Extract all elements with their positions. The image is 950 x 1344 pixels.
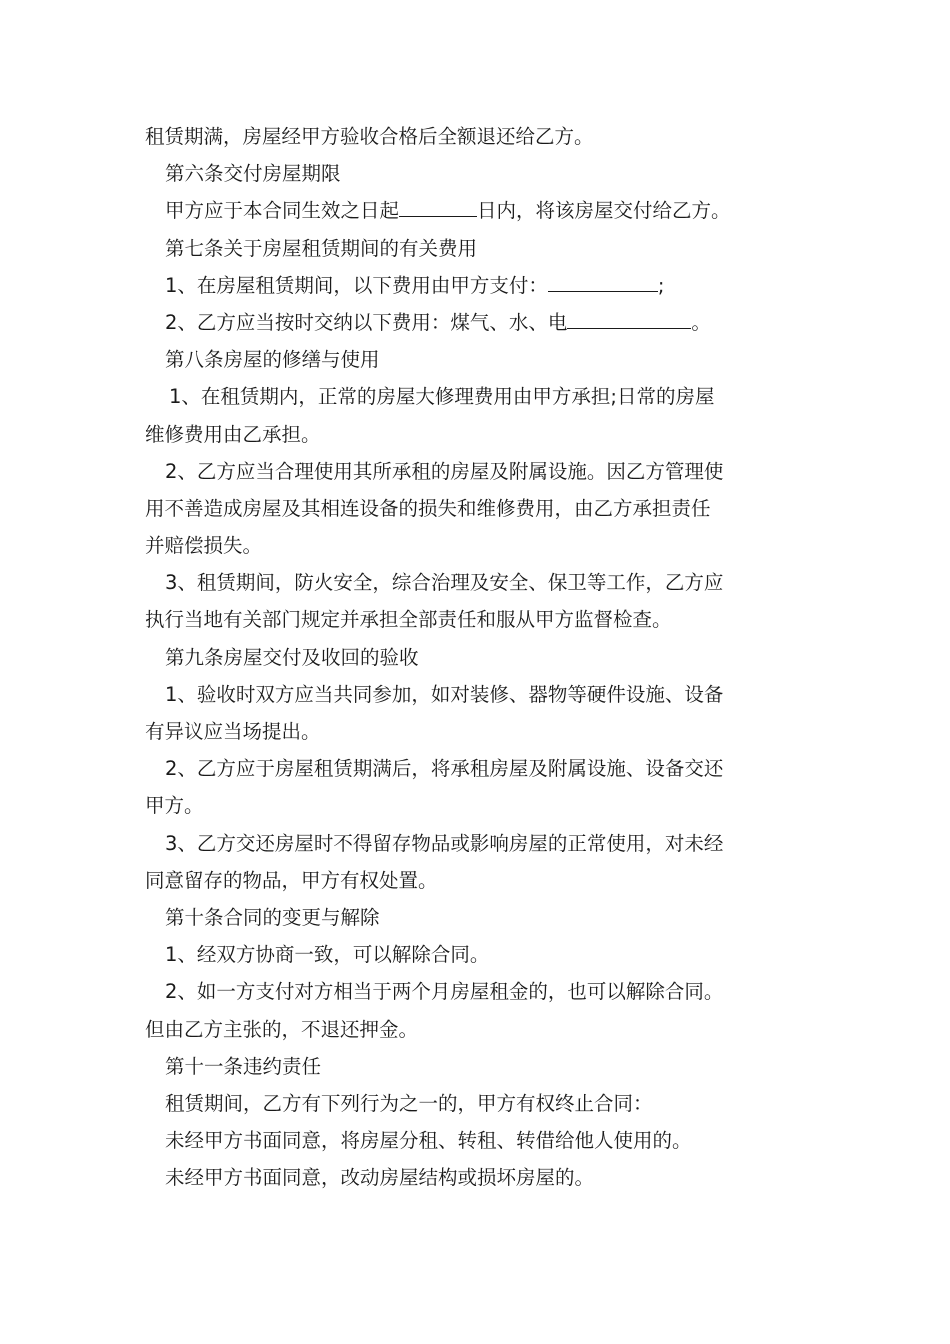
paragraph-line: 2、乙方应当合理使用其所承租的房屋及附属设施。因乙方管理使 [165,459,724,483]
document-body [145,118,810,1196]
paragraph-line: 租赁期满，房屋经甲方验收合格后全额退还给乙方。 [145,125,594,148]
text-segment: 2、乙方应当按时交纳以下费用：煤气、水、电 [165,310,568,334]
section-heading-8: 第八条房屋的修缮与使用 [165,348,380,372]
paragraph-line [145,267,810,304]
paragraph-line: 未经甲方书面同意，改动房屋结构或损坏房屋的。 [165,1166,595,1190]
paragraph-line: 2、乙方应于房屋租赁期满后，将承租房屋及附属设施、设备交还 [165,757,724,781]
paragraph-line: 但由乙方主张的，不退还押金。 [145,1017,419,1041]
paragraph-line: 1、经双方协商一致，可以解除合同。 [165,943,490,967]
fill-in-blank [567,308,691,329]
paragraph-line: 维修费用由乙承担。 [145,422,321,446]
paragraph-line: 租赁期间，乙方有下列行为之一的，甲方有权终止合同： [165,1091,653,1115]
text-segment: 甲方应于本合同生效之日起 [165,199,400,223]
paragraph-line: 3、乙方交还房屋时不得留存物品或影响房屋的正常使用，对未经 [165,831,724,855]
section-heading-7: 第七条关于房屋租赁期间的有关费用 [165,236,478,260]
paragraph-line: 同意留存的物品，甲方有权处置。 [145,868,438,892]
paragraph-line: 甲方。 [145,794,204,818]
text-segment: 日内，将该房屋交付给乙方。 [477,199,731,223]
section-heading-9: 第九条房屋交付及收回的验收 [165,645,419,669]
text-segment: 1、在房屋租赁期间，以下费用由甲方支付： [165,273,548,297]
section-heading-11: 第十一条违约责任 [165,1054,322,1078]
paragraph-line: 有异议应当场提出。 [145,720,321,743]
text-segment: 。 [691,310,711,334]
paragraph-line: 3、租赁期间，防火安全，综合治理及安全、保卫等工作，乙方应 [165,571,724,595]
paragraph-line: 未经甲方书面同意，将房屋分租、转租、转借给他人使用的。 [165,1129,692,1153]
section-heading-10: 第十条合同的变更与解除 [165,905,380,929]
paragraph-line: 2、如一方支付对方相当于两个月房屋租金的，也可以解除合同。 [165,980,724,1004]
paragraph-line [145,192,810,229]
paragraph-line: 并赔偿损失。 [145,534,263,558]
paragraph-line: 1、在租赁期内，正常的房屋大修理费用由甲方承担;日常的房屋 [169,385,715,409]
fill-in-blank [399,196,477,217]
paragraph-line: 1、验收时双方应当共同参加，如对装修、器物等硬件设施、设备 [165,682,724,706]
paragraph-line: 用不善造成房屋及其相连设备的损失和维修费用，由乙方承担责任 [145,496,711,520]
text-segment: ; [657,273,665,297]
paragraph-line: 执行当地有关部门规定并承担全部责任和服从甲方监督检查。 [145,608,672,632]
section-heading-6: 第六条交付房屋期限 [165,162,341,186]
paragraph-line [145,304,810,341]
fill-in-blank [548,271,658,292]
